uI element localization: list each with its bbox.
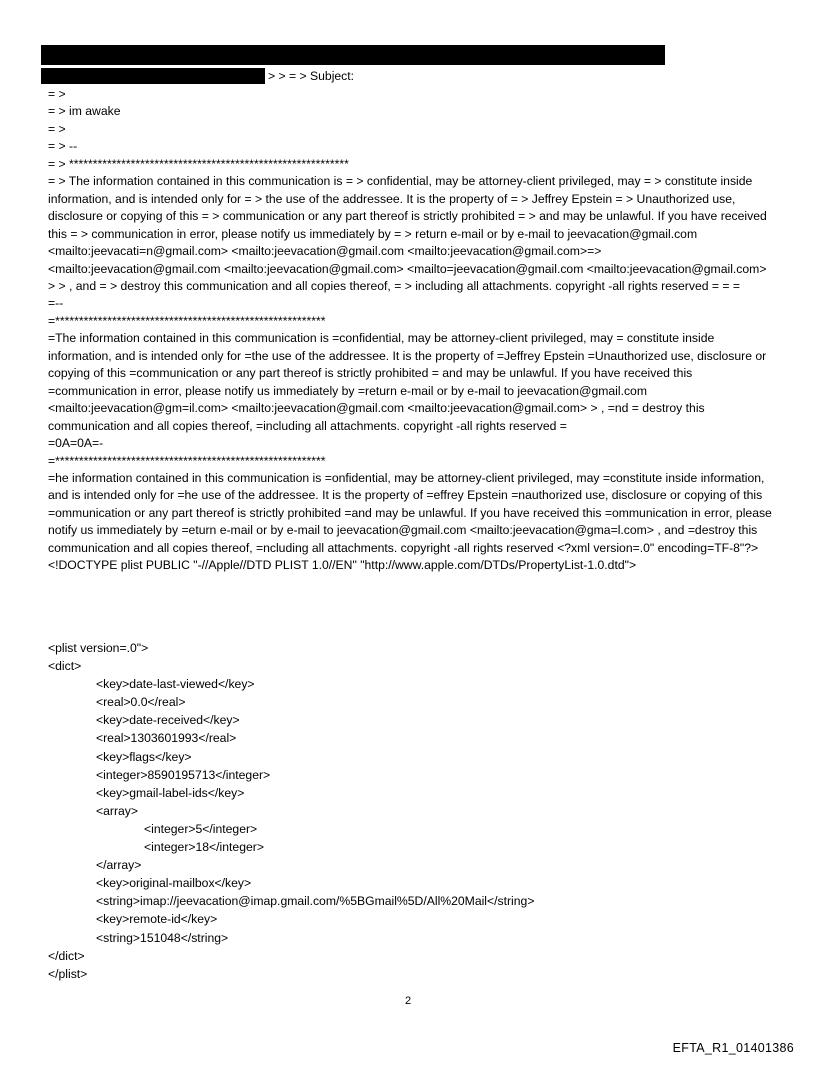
plist-line: <integer>8590195713</integer> xyxy=(96,767,271,782)
page-number: 2 xyxy=(404,995,412,1007)
plist-line: </dict> xyxy=(48,948,85,963)
plist-line: <array> xyxy=(96,803,139,818)
subject-line: > > = > Subject: xyxy=(268,69,355,83)
email-body-text: = > = > im awake = > = > -- = > *********************************************************** = > The information contained in this communication is = > confidential, may be attorney-client privileged, may = > constitute inside information, and is intended only for = > the use of the addressee. It is the property of = > Jeffrey Epstein = > Unauthorized use, disclosure or copying of this = > communication or any part thereof is strictly prohibited = > and may be unlawful. If you have received this = > communication in error, please notify us immediately by = > return e-mail or by e-mail to jeevacation@gmail.com <mailto:jeevacati=n@gmail.com> <mailto:jeevacation@gmail.com <mailto:jeevacation@gmail.com>=> <mailto:jeevacation@gmail.com <mailto:jeevacation@gmail.com> <mailto=jeevacation@gmail.com <mailto:jeevacation@gmail.com> > > , and = > destroy this communication and all copies thereof, = > including all attachments. copyright -all rights reserved = = = =-- =********************************************************* =The information contained in this communication is =confidential, may be attorney-client privileged, may = constitute inside information, and is intended only for =the use of the addressee. It is the property of =Jeffrey Epstein =Unauthorized use, disclosure or copying of this =communication or any part thereof is strictly prohibited = and may be unlawful. If you have received this =communication in error, please notify us immediately by =return e-mail or by e-mail to jeevacation@gmail.com <mailto:jeevacation@gm=il.com> <mailto:jeevacation@gmail.com <mailto:jeevacation@gmail.com> > , =nd = destroy this communication and all copies thereof, =including all attachments. copyright -all rights reserved = =0A=0A=- =********************************************************* =he information contained in this communication is =onfidential, may be attorney-client privileged, may =constitute inside information, and is intended only for =he use of the addressee. It is the property of =effrey Epstein =nauthorized use, disclosure or copying of this =ommunication or any part thereof is strictly prohibited =and may be unlawful. If you have received this =ommunication in error, please notify us immediately by =eturn e-mail or by e-mail to jeevacation@gmail.com <mailto:jeevacation@gma=l.com> , and =destroy this communication and all copies thereof, =ncluding all attachments. copyright -all rights reserved <?xml version=.0" encoding=TF-8"?> <!DOCTYPE plist PUBLIC "-//Apple//DTD PLIST 1.0//EN" "http://www.apple.com/DTDs/PropertyList-1.0.dtd"> xyxy=(48,87,772,573)
plist-line: <key>gmail-label-ids</key> xyxy=(96,785,245,800)
plist-line: <string>imap://jeevacation@imap.gmail.com/%5BGmail%5D/All%20Mail</string> xyxy=(96,894,535,909)
plist-line: <key>date-last-viewed</key> xyxy=(96,677,255,692)
plist-xml-block xyxy=(48,639,534,983)
plist-line: <plist version=.0"> xyxy=(48,641,149,655)
plist-line: <key>flags</key> xyxy=(96,749,192,764)
plist-line: <key>date-received</key> xyxy=(96,713,240,728)
plist-line: <integer>18</integer> xyxy=(144,840,264,855)
document-id: EFTA_R1_01401386 xyxy=(672,1041,794,1055)
redaction-bar-top xyxy=(41,45,665,65)
plist-line: <integer>5</integer> xyxy=(144,821,258,836)
plist-line: <key>remote-id</key> xyxy=(96,912,218,927)
plist-line: </array> xyxy=(96,858,142,873)
plist-line: </plist> xyxy=(48,966,88,981)
plist-line: <key>original-mailbox</key> xyxy=(96,876,252,891)
plist-line: <real>0.0</real> xyxy=(96,695,186,710)
plist-line: <string>151048</string> xyxy=(96,930,229,945)
redaction-bar-sender xyxy=(41,68,265,84)
plist-line: <real>1303601993</real> xyxy=(96,731,237,746)
plist-line: <dict> xyxy=(48,659,82,674)
